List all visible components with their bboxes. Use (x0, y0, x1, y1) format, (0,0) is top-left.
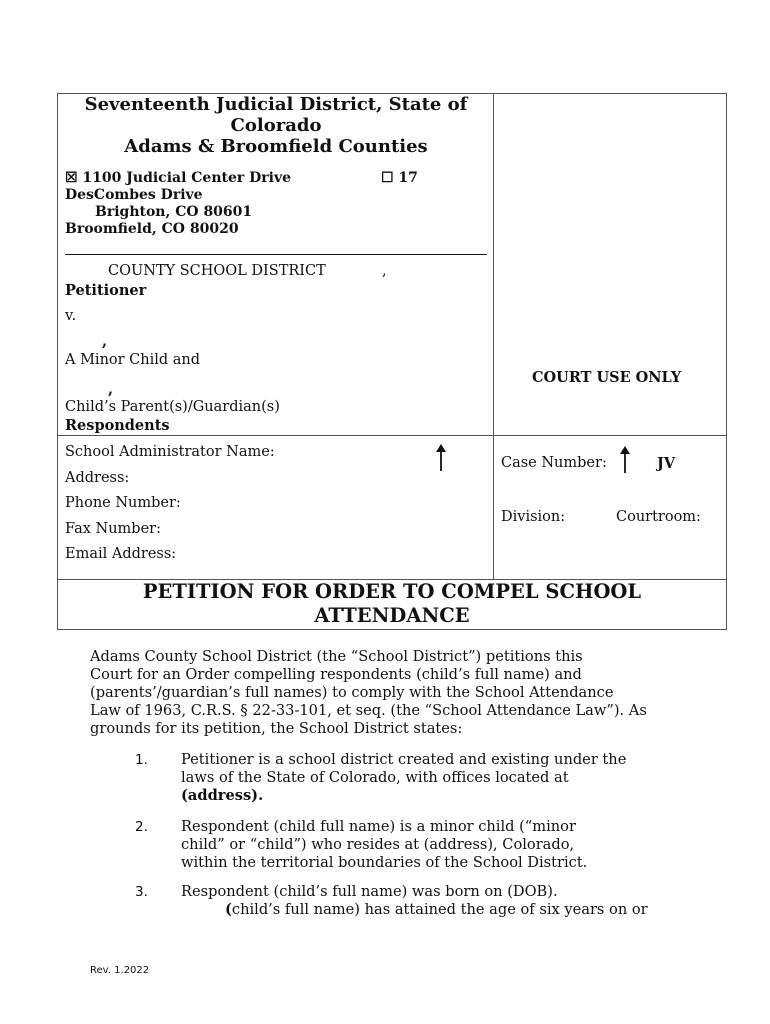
document-title-line2: ATTENDANCE (314, 604, 470, 627)
minor-child-comma: , (102, 333, 108, 350)
item-line: Petitioner is a school district created and existing under the (181, 751, 627, 768)
intro-paragraph (90, 648, 647, 738)
respondents-label: Respondents (65, 417, 170, 434)
item-line: laws of the State of Colorado, with offices located at (181, 769, 569, 786)
item-line: Respondent (child’s full name) was born on (DOB). (181, 883, 558, 900)
email-label: Email Address: (65, 546, 177, 562)
case-number-prefix: JV (657, 455, 676, 472)
item-number: 3. (135, 884, 148, 900)
intro-line: (parents’/guardian’s full names) to comply with the School Attendance (90, 684, 614, 701)
item-number: 1. (135, 752, 148, 768)
item-2-text (181, 818, 587, 872)
intro-line: Court for an Order compelling respondents (child’s full name) and (90, 666, 582, 683)
minor-child-label: A Minor Child and (65, 352, 201, 368)
petitioner-comma: , (382, 263, 387, 279)
revision-footer: Rev. 1.2022 (90, 965, 150, 976)
item-line: child” or “child”) who resides at (address), Colorado, (181, 836, 575, 853)
item-1-text (181, 751, 626, 805)
admin-name-label: School Administrator Name: (65, 444, 275, 460)
arrow-up-icon (618, 446, 632, 478)
address-label: Address: (65, 470, 130, 486)
courtroom-label: Courtroom: (616, 509, 701, 525)
address-checkbox-17[interactable]: ☐ 17 (381, 170, 418, 186)
phone-label: Phone Number: (65, 495, 181, 511)
parent-comma: , (108, 381, 114, 398)
court-heading (58, 94, 494, 157)
fax-label: Fax Number: (65, 521, 161, 537)
document-title-line1: PETITION FOR ORDER TO COMPEL SCHOOL (142, 580, 642, 603)
arrow-up-icon (434, 444, 448, 476)
versus-label: v. (65, 308, 77, 324)
case-number-label: Case Number: (501, 455, 607, 471)
address-line-descombes: DesCombes Drive (65, 187, 203, 203)
item-line (181, 901, 648, 919)
court-heading-line1: Seventeenth Judicial District, State of (84, 94, 468, 115)
item-3-text (181, 883, 648, 919)
intro-line: grounds for its petition, the School District states: (90, 720, 463, 737)
item-line-address: (address). (181, 787, 264, 804)
parents-label: Child’s Parent(s)/Guardian(s) (65, 399, 280, 415)
court-heading-line3: Adams & Broomfield Counties (124, 136, 428, 157)
division-label: Division: (501, 509, 566, 525)
petitioner-district-name: COUNTY SCHOOL DISTRICT (108, 263, 326, 279)
address-line-brighton: Brighton, CO 80601 (95, 204, 253, 220)
intro-line: Adams County School District (the “School District”) petitions this (90, 648, 583, 665)
court-heading-line2: Colorado (230, 115, 322, 136)
caption-divider-contact (57, 435, 727, 436)
document-title (57, 580, 727, 628)
address-checkbox-judicial-center[interactable]: ☒ 1100 Judicial Center Drive (65, 170, 292, 186)
address-line-broomfield: Broomfield, CO 80020 (65, 221, 239, 237)
item-line: within the territorial boundaries of the School District. (181, 854, 588, 871)
petitioner-label: Petitioner (65, 282, 147, 299)
court-use-only: COURT USE ONLY (532, 369, 682, 386)
item-number: 2. (135, 819, 148, 835)
item-line: Respondent (child full name) is a minor child (“minor (181, 818, 576, 835)
caption-divider-vertical (493, 93, 494, 580)
item-line-rest: child’s full name) has attained the age of six years on or (231, 901, 648, 918)
item-line-bold-paren: ( (225, 901, 232, 918)
intro-line: Law of 1963, C.R.S. § 22-33-101, et seq. (the “School Attendance Law”). As (90, 702, 647, 719)
party-separator-line (65, 254, 487, 255)
